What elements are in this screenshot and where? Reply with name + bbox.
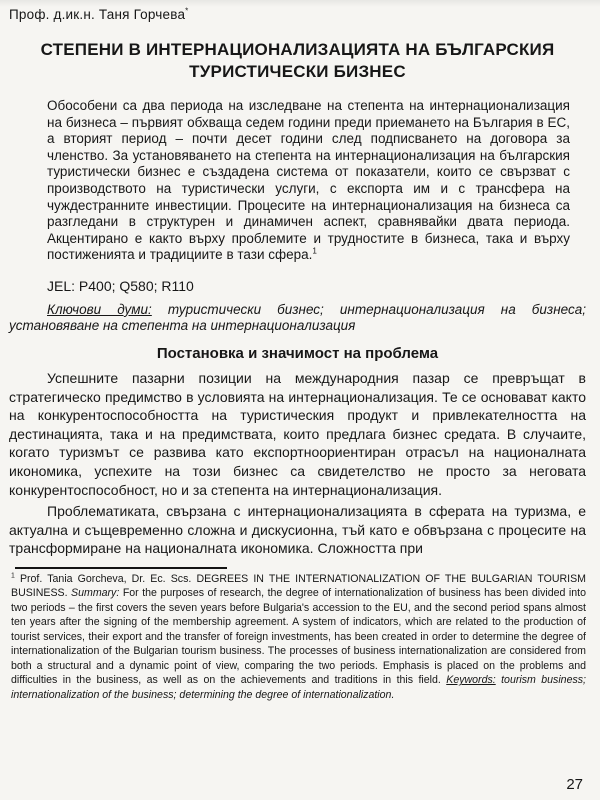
- keywords-paragraph: [9, 302, 586, 335]
- body-paragraph-2: Проблематиката, свързана с интернационализацията в сферата на туризма, е актуална и същевременно сложна и дискусионна, тъй като е обвързана с процесите на трансформиране на националната икономика. Сложността при: [9, 503, 586, 557]
- jel-codes: JEL: P400; Q580; R110: [47, 277, 194, 294]
- author-line: [9, 6, 586, 23]
- abstract-footnote-ref: 1: [312, 246, 317, 256]
- section-heading: Постановка и значимост на проблема: [156, 344, 439, 362]
- footnote-block: [11, 572, 586, 703]
- author-footnote-mark: *: [185, 6, 189, 16]
- footnote-separator-rule: [15, 567, 227, 569]
- footnote-authors-and-title: Prof. Tania Gorcheva, Dr. Ec. Scs. DEGREES IN THE INTERNATIONALIZATION OF THE BULGARIAN TOURISM BUSINESS.: [11, 572, 586, 600]
- abstract-text: Обособени са два периода на изследване на степента на интернационализация на бизнеса – първият обхваща седем години преди приемането на България в ЕС, а вторият период – почти десет години след подписването на договора за членство. За установяването на степента на интернационализация на българския туристически бизнес е създадена система от показатели, които се свързват с производството на туристически услуги, с експорта им и с трансфера на чуждестранните инвестиции. Процесите на интернационализация на бизнеса са разгледани в структурен и динамичен аспект, сравнявайки двата периода. Акцентирано е както върху проблемите и трудностите в бизнеса, така и върху постиженията и традициите в тази сфера.: [47, 98, 570, 263]
- footnote-summary-text: For the purposes of research, the degree of internationalization of business has been divided into two periods – the first covers the seven years before Bulgaria's accession to the EU, and the second period spans almost ten years after the signing of the membership agreement. A system of indicators, which are related to the production of tourist services, their export and the transfer of foreign investments, has been created in order to determine the degree of internationalization of the Bulgarian tourism business. The processes of business internationalization are considered from both a structural and a dynamic point of view, comparing the two periods. Emphasis is placed on the problems and difficulties in the business, as well as on the achievements and traditions in this field.: [11, 587, 586, 687]
- footnote-ref: 1: [11, 572, 15, 580]
- footnote-keywords-text: tourism business; internationalization of the business; determining the degree of internationalization.: [11, 674, 586, 701]
- keywords-text: туристически бизнес; интернационализация на бизнеса; установяване на степента на интернационализация: [9, 301, 586, 334]
- footnote-keywords-label: Keywords:: [446, 674, 496, 687]
- article-title: СТЕПЕНИ В ИНТЕРНАЦИОНАЛИЗАЦИЯТА НА БЪЛГАРСКИЯ ТУРИСТИЧЕСКИ БИЗНЕС: [40, 40, 555, 81]
- body-paragraph-1: Успешните пазарни позиции на международния пазар се превръщат в стратегическо предимство в условията на интернационализация. Те се основават както на конкурентоспособността на туристическия продукт и привлекателността на дестинацията, така и на предимствата, които предлага бизнес средата. В случаите, когато туризмът се развива като експортноориентиран отрасъл на националната икономика, успехите на този бизнес са свидетелство не просто за неговата конкурентоспособност, но и за степента на интернационализация.: [9, 369, 586, 498]
- footnote-summary-label: Summary:: [71, 587, 120, 600]
- author-name: Проф. д.ик.н. Таня Горчева: [9, 7, 186, 22]
- page-number: 27: [566, 776, 583, 793]
- abstract-paragraph: [47, 98, 570, 264]
- keywords-label: Ключови думи:: [47, 301, 152, 317]
